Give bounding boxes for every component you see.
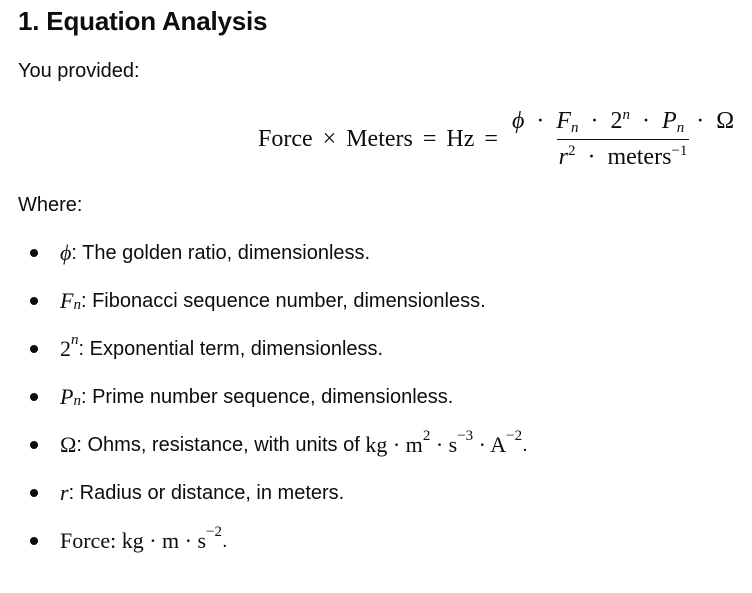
eq-phi: ϕ [511,107,525,134]
eq-dot-3: · [642,107,651,134]
item-unit-end: · A [473,432,507,457]
eq-force: Force [258,125,313,152]
eq-den-meters: meters [607,143,672,170]
item-text: : Exponential term, dimensionless. [78,337,384,360]
item-symbol: 2 [60,336,71,361]
eq-den-exp: −1 [671,142,688,159]
bullet-icon [30,393,38,401]
item-symbol: P [60,384,74,409]
item-symbol: Force [60,528,111,553]
bullet-icon [30,537,38,545]
bullet-icon [30,249,38,257]
eq-equals-1: = [422,125,437,152]
item-text: : [110,528,122,553]
bullet-icon [30,297,38,305]
eq-dot-5: · [587,143,596,170]
eq-fraction [510,108,736,171]
eq-numerator [510,108,736,139]
eq-P-sub: n [676,119,685,136]
item-tail: . [522,433,528,456]
item-unit: kg · m · s [121,528,207,553]
item-symbol: Ω [60,432,77,457]
item-unit-mid: · s [430,432,458,457]
eq-P: P [662,107,677,134]
eq-omega: Ω [716,107,735,134]
eq-times: × [322,125,337,152]
bullet-icon [30,441,38,449]
bullet-icon [30,489,38,497]
eq-dot-4: · [696,107,705,134]
eq-r-sup: 2 [567,142,576,159]
eq-meters: Meters [346,125,413,152]
eq-F-sub: n [571,119,579,136]
item-text: : Fibonacci sequence number, dimensionless. [80,289,486,312]
section-heading: 1. Equation Analysis [18,6,268,36]
intro-text: You provided: [18,60,140,82]
item-symbol: r [60,480,69,505]
bullet-icon [30,345,38,353]
item-text: : Prime number sequence, dimensionless. [80,385,454,408]
item-symbol: ϕ [60,240,72,265]
eq-r: r [558,143,568,170]
item-tail: . [222,529,228,552]
eq-F: F [556,107,572,134]
eq-denominator [557,139,690,171]
item-unit: kg · m [365,432,423,457]
eq-two: 2 [610,107,623,134]
eq-equals-2: = [484,125,498,152]
item-text: : The golden ratio, dimensionless. [71,241,371,264]
eq-dot-1: · [536,107,545,134]
item-text: : Ohms, resistance, with units of [76,433,366,456]
eq-two-sup: n [622,106,631,123]
where-label: Where: [18,194,83,216]
item-symbol: F [60,288,74,313]
item-text: : Radius or distance, in meters. [68,481,345,504]
eq-dot-2: · [590,107,599,134]
eq-hz: Hz [446,125,475,152]
equation-block [258,104,736,174]
